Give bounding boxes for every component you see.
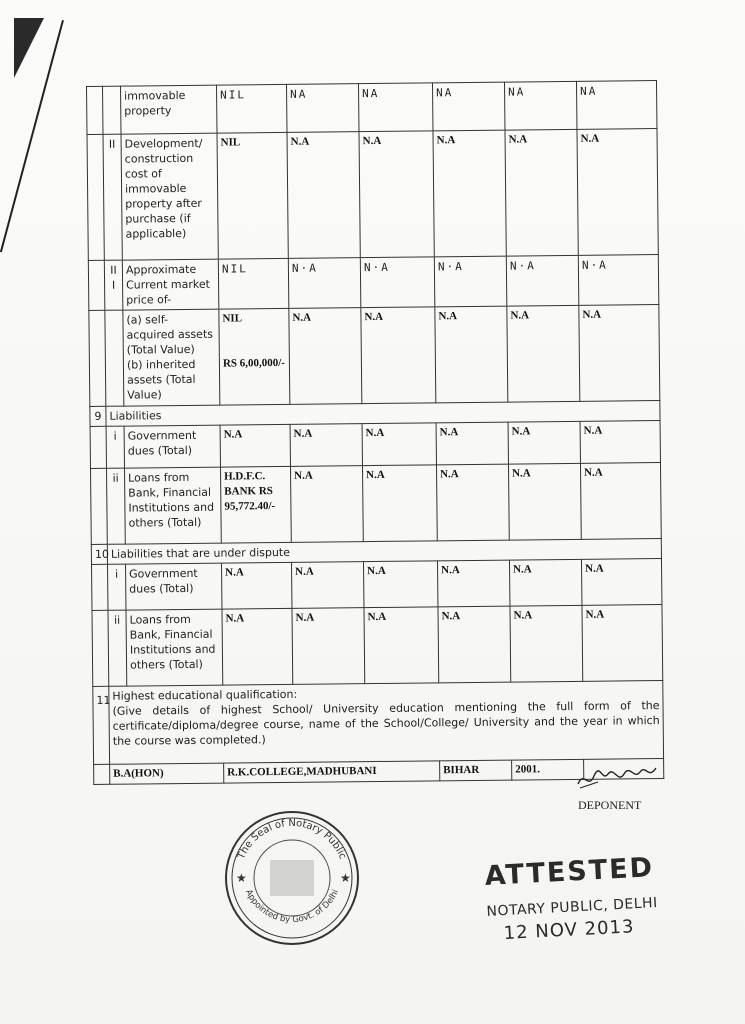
table-row bbox=[87, 129, 658, 261]
deponent-label: DEPONENT bbox=[578, 798, 642, 812]
table-row bbox=[89, 305, 660, 407]
table-cell: N.A bbox=[580, 463, 661, 540]
table-cell: N.A bbox=[290, 424, 362, 467]
table-cell: N·A bbox=[506, 255, 579, 306]
table-cell: N.A bbox=[363, 561, 437, 608]
row-label: Approximate Current market price of- bbox=[122, 259, 219, 310]
table-cell: N·A bbox=[288, 258, 361, 309]
row-number: i bbox=[108, 564, 126, 610]
table-cell: N.A bbox=[362, 423, 436, 466]
table-cell: N·A bbox=[360, 257, 435, 308]
table-cell: N.A bbox=[362, 465, 437, 542]
table-cell: N.A bbox=[361, 307, 436, 404]
seal-top-text: The Seal of Notary Public bbox=[235, 817, 349, 861]
table-cell: N.A bbox=[289, 308, 362, 405]
attested-stamp bbox=[484, 851, 678, 945]
inherited-label: (b) inherited assets (Total Value) bbox=[126, 357, 196, 402]
table-cell: N.A bbox=[582, 604, 663, 681]
table-cell: NA bbox=[432, 82, 504, 131]
affidavit-table bbox=[86, 80, 664, 785]
table-cell: NA bbox=[504, 81, 576, 130]
table-cell: NA bbox=[286, 84, 358, 133]
table-cell bbox=[219, 308, 290, 405]
svg-text:★: ★ bbox=[340, 871, 351, 885]
year-cell: 2001. bbox=[512, 759, 584, 780]
row-number: i bbox=[106, 426, 124, 468]
section-number: 9 bbox=[90, 406, 106, 426]
table-cell: N.A bbox=[222, 562, 292, 609]
table-cell: N.A bbox=[577, 129, 658, 256]
table-cell: N.A bbox=[435, 306, 508, 403]
attested-text: ATTESTED bbox=[483, 852, 655, 892]
table-cell: N.A bbox=[507, 305, 580, 402]
row-label: Loans from Bank, Financial Institutions and others (Total) bbox=[125, 467, 222, 544]
table-cell: N.A bbox=[579, 305, 660, 402]
table-cell: N.A bbox=[436, 464, 509, 541]
table-row bbox=[92, 604, 663, 686]
row-label: immovable property bbox=[121, 85, 217, 134]
table-cell: H.D.F.C. BANK RS 95,772.40/- bbox=[220, 466, 291, 543]
education-instructions bbox=[109, 680, 664, 764]
table-cell: N.A bbox=[222, 608, 293, 685]
table-cell: N.A bbox=[359, 131, 434, 258]
row-label: Loans from Bank, Financial Institutions and others (Total) bbox=[126, 609, 223, 686]
table-row bbox=[93, 680, 664, 764]
table-cell: N.A bbox=[505, 129, 578, 256]
section-title: Liabilities that are under dispute bbox=[107, 539, 661, 565]
table-cell: NIL bbox=[218, 258, 289, 309]
section-number: 10 bbox=[91, 544, 107, 564]
table-cell: N.A bbox=[292, 608, 365, 685]
table-cell: N.A bbox=[436, 422, 508, 465]
table-row bbox=[92, 558, 662, 610]
state-cell: BIHAR bbox=[440, 760, 512, 781]
attested-date: 12 NOV 2013 bbox=[503, 916, 635, 945]
table-cell: N.A bbox=[220, 424, 290, 467]
education-note: (Give details of highest School/ University education mentioning the full form of the certificate/diploma/degree course, name of the School/College/ University and the year in which the course was completed.) bbox=[112, 699, 660, 748]
table-cell: N.A bbox=[433, 130, 506, 257]
table-cell: NIL bbox=[216, 84, 286, 133]
table-cell: N·A bbox=[434, 256, 507, 307]
table-cell: NA bbox=[576, 81, 656, 130]
self-acquired-label: (a) self-acquired assets (Total Value) bbox=[126, 313, 214, 357]
self-acquired-value: NIL bbox=[222, 312, 243, 325]
row-number: II bbox=[103, 134, 122, 260]
table-row bbox=[90, 421, 660, 469]
degree-cell: B.A(HON) bbox=[110, 763, 224, 784]
section-number: 11 bbox=[93, 686, 110, 764]
notary-seal bbox=[222, 808, 362, 948]
table-cell: N.A bbox=[580, 421, 660, 464]
table-cell: N.A bbox=[291, 562, 363, 609]
notary-text: NOTARY PUBLIC, DELHI bbox=[486, 895, 659, 920]
table-cell: NIL bbox=[217, 132, 288, 259]
table-cell: N.A bbox=[364, 607, 439, 684]
table-cell: N.A bbox=[508, 421, 580, 464]
seal-bottom-text: Appointed by Govt. of Delhi bbox=[242, 888, 341, 926]
deponent-signature bbox=[574, 762, 660, 792]
row-number: II I bbox=[104, 260, 123, 310]
row-number: ii bbox=[107, 468, 126, 544]
row-label: Government dues (Total) bbox=[126, 563, 222, 610]
table-cell: N.A bbox=[508, 463, 581, 540]
inherited-value: RS 6,00,000/- bbox=[222, 356, 286, 370]
folded-corner bbox=[14, 18, 44, 78]
table-cell: N.A bbox=[287, 132, 360, 259]
table-cell: NA bbox=[358, 83, 432, 132]
row-label: Government dues (Total) bbox=[124, 425, 220, 468]
table-row bbox=[91, 463, 662, 545]
row-label bbox=[123, 309, 220, 406]
table-cell: N·A bbox=[578, 255, 659, 306]
table-cell: N.A bbox=[581, 558, 661, 605]
table-cell: N.A bbox=[510, 605, 583, 682]
svg-text:★: ★ bbox=[236, 871, 247, 885]
table-row bbox=[88, 255, 658, 311]
table-row bbox=[87, 81, 657, 135]
table-cell: N.A bbox=[509, 559, 581, 606]
table-cell: N.A bbox=[438, 606, 511, 683]
section-title: Liabilities bbox=[106, 401, 660, 427]
table-cell: N.A bbox=[437, 560, 509, 607]
college-cell: R.K.COLLEGE,MADHUBANI bbox=[224, 761, 440, 783]
table-cell: N.A bbox=[290, 466, 363, 543]
row-number: ii bbox=[108, 610, 127, 686]
row-label: Development/ construction cost of immovable property after purchase (if applicable) bbox=[121, 133, 218, 260]
education-title: Highest educational qualification: bbox=[112, 687, 298, 703]
